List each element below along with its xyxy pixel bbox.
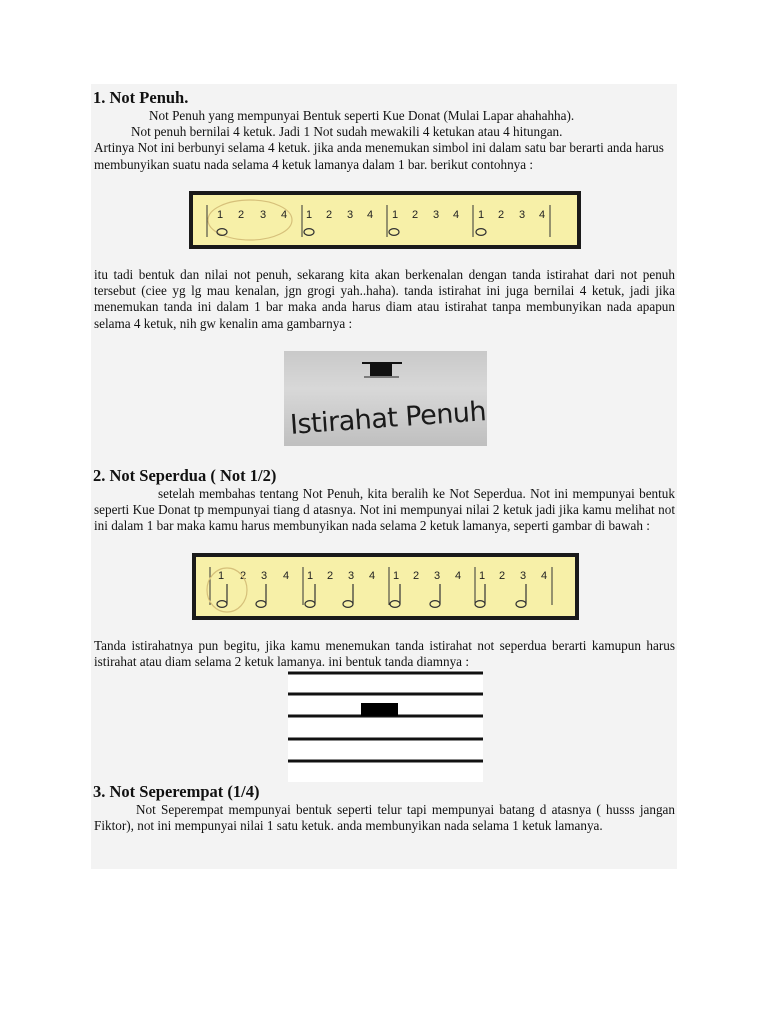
beat-label: 1 xyxy=(307,570,314,582)
beat-label: 4 xyxy=(369,570,376,582)
beat-label: 1 xyxy=(479,570,486,582)
section2-heading: 2. Not Seperdua ( Not 1/2) xyxy=(93,466,277,485)
beat-label: 1 xyxy=(218,570,225,582)
whole-note-notation xyxy=(193,195,577,245)
beat-label: 1 xyxy=(478,209,485,221)
beat-label: 1 xyxy=(217,209,224,221)
beat-label: 3 xyxy=(348,570,355,582)
whole-note xyxy=(389,229,399,236)
beat-label: 3 xyxy=(261,570,268,582)
handwritten-label: Istirahat Penuh xyxy=(289,396,487,441)
section1-line2: Not penuh bernilai 4 ketuk. Jadi 1 Not sudah mewakili 4 ketukan atau 4 hitungan. xyxy=(131,124,563,140)
beat-label: 3 xyxy=(347,209,354,221)
beat-label: 2 xyxy=(498,209,505,221)
beat-label: 4 xyxy=(539,209,546,221)
beat-label: 1 xyxy=(306,209,313,221)
beat-label: 2 xyxy=(413,570,420,582)
half-note xyxy=(475,584,485,607)
beat-label: 4 xyxy=(281,209,288,221)
whole-note xyxy=(476,229,486,236)
half-note xyxy=(390,584,400,607)
half-note-example-bar xyxy=(192,553,579,620)
half-note xyxy=(256,584,266,607)
half-note xyxy=(516,584,526,607)
section1-line3: Artinya Not ini berbunyi selama 4 ketuk. jika anda menemukan simbol ini dalam satu bar berarti anda harus membunyikan suatu nada selama 4 ketuk lamanya dalam 1 bar. berikut contohnya : xyxy=(94,140,664,172)
half-note xyxy=(305,584,315,607)
half-note-notation xyxy=(196,557,575,616)
beat-label: 3 xyxy=(433,209,440,221)
half-rest-staff xyxy=(288,670,483,782)
half-rest-drawing xyxy=(288,670,483,782)
beat-label: 4 xyxy=(455,570,462,582)
beat-label: 4 xyxy=(453,209,460,221)
half-note xyxy=(343,584,353,607)
half-note xyxy=(430,584,440,607)
whole-rest-drawing xyxy=(284,351,487,446)
section1-line1: Not Penuh yang mempunyai Bentuk seperti Kue Donat (Mulai Lapar ahahahha). xyxy=(149,108,575,123)
half-note xyxy=(217,584,227,607)
beat-label: 2 xyxy=(412,209,419,221)
beat-label: 3 xyxy=(434,570,441,582)
beat-label: 2 xyxy=(238,209,245,221)
section1-paragraph1 xyxy=(94,108,675,173)
beat-label: 4 xyxy=(283,570,290,582)
whole-note-example-bar xyxy=(189,191,581,249)
beat-label: 2 xyxy=(499,570,506,582)
section2-paragraph2: Tanda istirahatnya pun begitu, jika kamu menemukan tanda istirahat not seperdua berarti kamupun harus istirahat atau diam selama 2 ketuk lamanya. ini bentuk tanda diamnya : xyxy=(94,638,675,670)
beat-label: 1 xyxy=(392,209,399,221)
whole-rest-photo xyxy=(284,351,487,446)
section3-heading: 3. Not Seperempat (1/4) xyxy=(93,782,260,801)
beat-label: 2 xyxy=(327,570,334,582)
beat-label: 3 xyxy=(260,209,267,221)
beat-label: 4 xyxy=(541,570,548,582)
beat-label: 2 xyxy=(326,209,333,221)
beat-label: 4 xyxy=(367,209,374,221)
section2-paragraph1: setelah membahas tentang Not Penuh, kita beralih ke Not Seperdua. Not ini mempunyai bentuk seperti Kue Donat tp mempunyai tiang d atasnya. Not ini mempunyai nilai 2 ketuk jadi jika kamu melihat not ini dalam 1 bar maka kamu harus membunyikan nada selama 2 ketuk lamanya, seperti gambar di bawah : xyxy=(94,486,675,534)
half-rest-symbol xyxy=(361,703,398,716)
beat-label: 3 xyxy=(519,209,526,221)
section1-heading: 1. Not Penuh. xyxy=(93,88,189,107)
beat-label: 3 xyxy=(520,570,527,582)
beat-label: 2 xyxy=(240,570,247,582)
section3-paragraph1: Not Seperempat mempunyai bentuk seperti telur tapi mempunyai batang d atasnya ( husss jangan Fiktor), not ini mempunyai nilai 1 satu ketuk. anda membunyikan nada selama 1 ketuk lamanya. xyxy=(94,802,675,834)
beat-label: 1 xyxy=(393,570,400,582)
whole-note xyxy=(304,229,314,236)
section1-paragraph2: itu tadi bentuk dan nilai not penuh, sekarang kita akan berkenalan dengan tanda istirahat dari not penuh tersebut (ciee yg lg mau kenalan, jgn grogi yah..haha). tanda istirahat ini juga bernilai 4 ketuk, jadi jika menemukan tanda ini dalam 1 bar maka anda harus diam atau istirahat tanpa membunyikan nada apapun selama 4 ketuk, nih gw kenalin ama gambarnya : xyxy=(94,267,675,331)
